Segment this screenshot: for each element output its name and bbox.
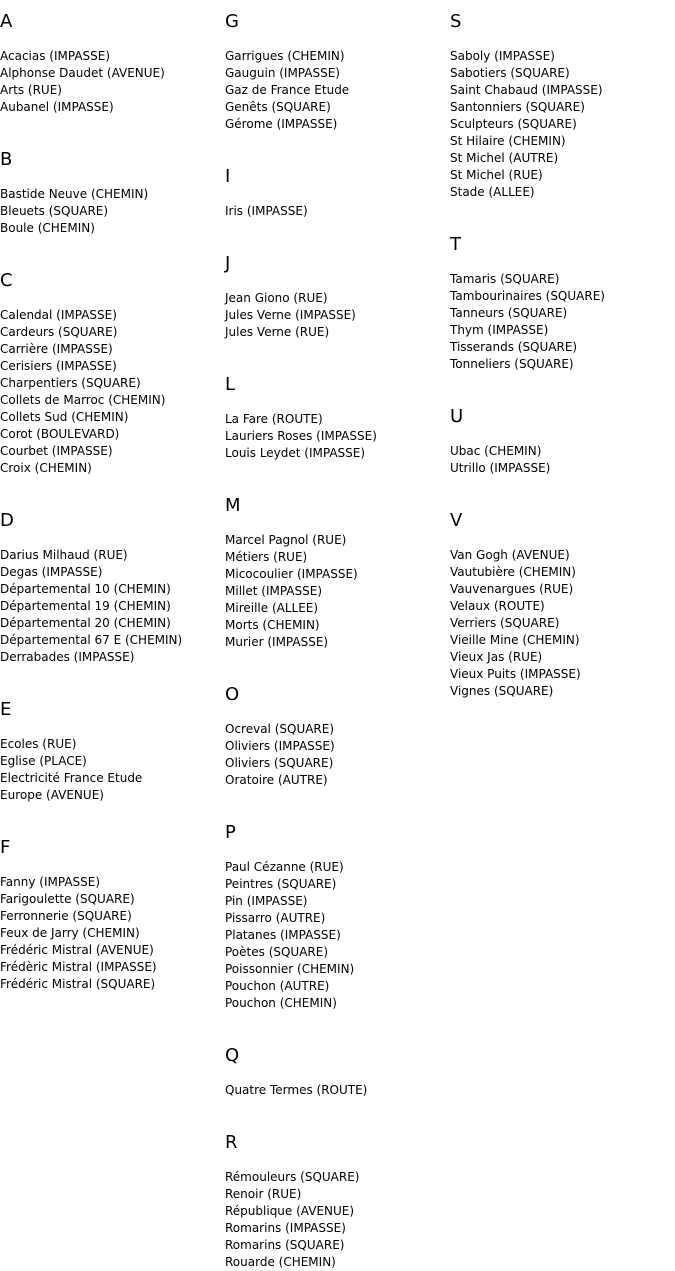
street-list bbox=[0, 736, 220, 804]
street-item[interactable]: Fanny (IMPASSE) bbox=[0, 875, 101, 889]
letter-heading: M bbox=[225, 495, 241, 516]
street-item[interactable]: Tanneurs (SQUARE) bbox=[450, 306, 568, 320]
letter-group-p bbox=[225, 823, 445, 1046]
group-spacer bbox=[0, 237, 220, 271]
street-item[interactable]: Poissonnier (CHEMIN) bbox=[225, 962, 355, 976]
street-item[interactable]: Boule (CHEMIN) bbox=[0, 221, 95, 235]
letter-heading: D bbox=[0, 510, 14, 531]
street-item[interactable]: Ubac (CHEMIN) bbox=[450, 444, 542, 458]
street-item[interactable]: Sculpteurs (SQUARE) bbox=[450, 117, 577, 131]
street-item[interactable]: Frédéric Mistral (SQUARE) bbox=[0, 977, 156, 991]
street-item[interactable]: Pin (IMPASSE) bbox=[225, 894, 308, 908]
street-item[interactable]: Vieux Puits (IMPASSE) bbox=[450, 667, 581, 681]
group-spacer bbox=[225, 462, 445, 496]
street-list bbox=[0, 48, 220, 116]
letter-group-c bbox=[0, 271, 220, 511]
street-item[interactable]: Van Gogh (AVENUE) bbox=[450, 548, 570, 562]
street-item[interactable]: Velaux (ROUTE) bbox=[450, 599, 545, 613]
street-item[interactable]: Départemental 10 (CHEMIN) bbox=[0, 582, 171, 596]
street-item[interactable]: Charpentiers (SQUARE) bbox=[0, 376, 141, 390]
street-item[interactable]: Renoir (RUE) bbox=[225, 1187, 302, 1201]
street-item[interactable]: Croix (CHEMIN) bbox=[0, 461, 92, 475]
letter-group-d bbox=[0, 511, 220, 700]
column-1 bbox=[0, 12, 220, 993]
group-spacer bbox=[225, 651, 445, 685]
street-item[interactable]: Cardeurs (SQUARE) bbox=[0, 325, 118, 339]
street-item[interactable]: Corot (BOULEVARD) bbox=[0, 427, 120, 441]
street-item[interactable]: Vieille Mine (CHEMIN) bbox=[450, 633, 580, 647]
letter-heading: F bbox=[0, 837, 11, 858]
letter-group-r bbox=[225, 1133, 445, 1271]
street-item[interactable]: République (AVENUE) bbox=[225, 1204, 355, 1218]
street-item[interactable]: Départemental 20 (CHEMIN) bbox=[0, 616, 171, 630]
letter-heading: S bbox=[450, 11, 462, 32]
street-item[interactable]: Vautubière (CHEMIN) bbox=[450, 565, 576, 579]
street-item[interactable]: Gérome (IMPASSE) bbox=[225, 117, 338, 131]
letter-heading: L bbox=[225, 374, 236, 395]
street-item[interactable]: Tisserands (SQUARE) bbox=[450, 340, 578, 354]
street-item[interactable]: Peintres (SQUARE) bbox=[225, 877, 337, 891]
letter-group-a bbox=[0, 12, 220, 150]
letter-heading: U bbox=[450, 406, 464, 427]
street-item[interactable]: Mireille (ALLEE) bbox=[225, 601, 319, 615]
letter-group-t bbox=[450, 235, 670, 407]
letter-heading: C bbox=[0, 270, 13, 291]
street-item[interactable]: Verriers (SQUARE) bbox=[450, 616, 560, 630]
street-item[interactable]: Gaz de France Etude bbox=[225, 83, 350, 97]
street-item[interactable]: Frédéric Mistral (AVENUE) bbox=[0, 943, 154, 957]
street-item[interactable]: Thym (IMPASSE) bbox=[450, 323, 549, 337]
street-item[interactable]: Rémouleurs (SQUARE) bbox=[225, 1170, 360, 1184]
street-list bbox=[225, 721, 445, 789]
street-item[interactable]: Oliviers (SQUARE) bbox=[225, 756, 334, 770]
street-list bbox=[225, 411, 445, 462]
letter-group-m bbox=[225, 496, 445, 685]
street-list bbox=[225, 1169, 445, 1271]
letter-group-v bbox=[450, 511, 670, 700]
street-list bbox=[0, 547, 220, 666]
letter-heading: R bbox=[225, 1132, 238, 1153]
street-item[interactable]: Genêts (SQUARE) bbox=[225, 100, 331, 114]
street-item[interactable]: Santonniers (SQUARE) bbox=[450, 100, 585, 114]
street-list bbox=[450, 443, 670, 477]
group-spacer bbox=[450, 477, 670, 511]
street-item[interactable]: Cerisiers (IMPASSE) bbox=[0, 359, 117, 373]
letter-group-j bbox=[225, 254, 445, 375]
group-spacer bbox=[0, 804, 220, 838]
street-item[interactable]: Louis Leydet (IMPASSE) bbox=[225, 446, 366, 460]
street-item[interactable]: Stade (ALLEE) bbox=[450, 185, 535, 199]
street-list bbox=[450, 271, 670, 373]
letter-heading: V bbox=[450, 510, 463, 531]
letter-heading: G bbox=[225, 11, 239, 32]
street-item[interactable]: Vauvenargues (RUE) bbox=[450, 582, 574, 596]
street-list bbox=[0, 186, 220, 237]
letter-group-f bbox=[0, 838, 220, 993]
street-item[interactable]: Pissarro (AUTRE) bbox=[225, 911, 326, 925]
street-item[interactable]: Europe (AVENUE) bbox=[0, 788, 104, 802]
letter-group-i bbox=[225, 167, 445, 254]
street-item[interactable]: St Hilaire (CHEMIN) bbox=[450, 134, 566, 148]
street-item[interactable]: Eglise (PLACE) bbox=[0, 754, 87, 768]
street-list bbox=[0, 307, 220, 477]
street-item[interactable]: Morts (CHEMIN) bbox=[225, 618, 320, 632]
group-spacer bbox=[0, 666, 220, 700]
street-item[interactable]: Calendal (IMPASSE) bbox=[0, 308, 117, 322]
street-item[interactable]: St Michel (RUE) bbox=[450, 168, 543, 182]
street-item[interactable]: Départemental 67 E (CHEMIN) bbox=[0, 633, 183, 647]
group-spacer bbox=[0, 116, 220, 150]
street-item[interactable]: Collets Sud (CHEMIN) bbox=[0, 410, 129, 424]
street-item[interactable]: Pouchon (CHEMIN) bbox=[225, 996, 337, 1010]
street-list bbox=[0, 874, 220, 993]
street-item[interactable]: Ecoles (RUE) bbox=[0, 737, 77, 751]
street-item[interactable]: Bleuets (SQUARE) bbox=[0, 204, 109, 218]
street-item[interactable]: Saboly (IMPASSE) bbox=[450, 49, 555, 63]
letter-heading: Q bbox=[225, 1045, 240, 1066]
letter-heading: E bbox=[0, 699, 12, 720]
street-item[interactable]: Poètes (SQUARE) bbox=[225, 945, 329, 959]
street-item[interactable]: Paul Cézanne (RUE) bbox=[225, 860, 344, 874]
street-item[interactable]: Saint Chabaud (IMPASSE) bbox=[450, 83, 603, 97]
street-item[interactable]: Frédèric Mistral (IMPASSE) bbox=[0, 960, 157, 974]
street-item[interactable]: Pouchon (AUTRE) bbox=[225, 979, 330, 993]
street-item[interactable]: Métiers (RUE) bbox=[225, 550, 308, 564]
letter-group-q bbox=[225, 1046, 445, 1133]
street-item[interactable]: La Fare (ROUTE) bbox=[225, 412, 323, 426]
street-item[interactable]: Sabotiers (SQUARE) bbox=[450, 66, 570, 80]
letter-heading: A bbox=[0, 11, 13, 32]
street-item[interactable]: Platanes (IMPASSE) bbox=[225, 928, 341, 942]
street-item[interactable]: Garrigues (CHEMIN) bbox=[225, 49, 345, 63]
street-item[interactable]: Romarins (SQUARE) bbox=[225, 1238, 345, 1252]
group-spacer bbox=[225, 133, 445, 167]
street-list bbox=[450, 547, 670, 700]
street-item[interactable]: Arts (RUE) bbox=[0, 83, 62, 97]
street-item[interactable]: Tonneliers (SQUARE) bbox=[450, 357, 574, 371]
street-list bbox=[225, 290, 445, 341]
street-item[interactable]: Courbet (IMPASSE) bbox=[0, 444, 113, 458]
letter-heading: O bbox=[225, 684, 240, 705]
street-item[interactable]: Romarins (IMPASSE) bbox=[225, 1221, 346, 1235]
street-item[interactable]: Utrillo (IMPASSE) bbox=[450, 461, 551, 475]
group-spacer bbox=[225, 1099, 445, 1133]
letter-heading: T bbox=[450, 234, 461, 255]
group-spacer bbox=[225, 789, 445, 823]
letter-group-b bbox=[0, 150, 220, 271]
street-item[interactable]: Ferronnerie (SQUARE) bbox=[0, 909, 132, 923]
street-item[interactable]: Micocoulier (IMPASSE) bbox=[225, 567, 358, 581]
letter-heading: J bbox=[225, 253, 231, 274]
street-item[interactable]: Carrière (IMPASSE) bbox=[0, 342, 113, 356]
letter-group-u bbox=[450, 407, 670, 511]
group-spacer bbox=[450, 201, 670, 235]
letter-heading: I bbox=[225, 166, 231, 187]
street-item[interactable]: Gauguin (IMPASSE) bbox=[225, 66, 340, 80]
street-item[interactable]: Lauriers Roses (IMPASSE) bbox=[225, 429, 377, 443]
street-list bbox=[225, 859, 445, 1012]
street-list bbox=[225, 1082, 445, 1099]
column-3 bbox=[450, 12, 670, 700]
street-item[interactable]: Vieux Jas (RUE) bbox=[450, 650, 543, 664]
street-list bbox=[225, 48, 445, 133]
letter-group-l bbox=[225, 375, 445, 496]
street-item[interactable]: Alphonse Daudet (AVENUE) bbox=[0, 66, 165, 80]
street-item[interactable]: Degas (IMPASSE) bbox=[0, 565, 103, 579]
letter-group-s bbox=[450, 12, 670, 235]
street-item[interactable]: Millet (IMPASSE) bbox=[225, 584, 323, 598]
group-spacer bbox=[225, 1012, 445, 1046]
street-item[interactable]: Départemental 19 (CHEMIN) bbox=[0, 599, 171, 613]
street-item[interactable]: Jules Verne (RUE) bbox=[225, 325, 330, 339]
column-2 bbox=[225, 12, 445, 1271]
street-list bbox=[225, 203, 445, 220]
street-item[interactable]: Marcel Pagnol (RUE) bbox=[225, 533, 347, 547]
street-item[interactable]: Darius Milhaud (RUE) bbox=[0, 548, 128, 562]
street-item[interactable]: Tambourinaires (SQUARE) bbox=[450, 289, 605, 303]
street-item[interactable]: St Michel (AUTRE) bbox=[450, 151, 559, 165]
letter-heading: B bbox=[0, 149, 13, 170]
street-item[interactable]: Electricité France Etude bbox=[0, 771, 143, 785]
street-list bbox=[225, 532, 445, 651]
letter-heading: P bbox=[225, 822, 236, 843]
street-item[interactable]: Aubanel (IMPASSE) bbox=[0, 100, 114, 114]
street-item[interactable]: Ocreval (SQUARE) bbox=[225, 722, 335, 736]
street-item[interactable]: Murier (IMPASSE) bbox=[225, 635, 329, 649]
group-spacer bbox=[0, 477, 220, 511]
group-spacer bbox=[225, 341, 445, 375]
street-item[interactable]: Jules Verne (IMPASSE) bbox=[225, 308, 356, 322]
street-item[interactable]: Bastide Neuve (CHEMIN) bbox=[0, 187, 149, 201]
street-item[interactable]: Quatre Termes (ROUTE) bbox=[225, 1083, 368, 1097]
street-item[interactable]: Rouarde (CHEMIN) bbox=[225, 1255, 336, 1269]
street-item[interactable]: Oratoire (AUTRE) bbox=[225, 773, 328, 787]
group-spacer bbox=[450, 373, 670, 407]
group-spacer bbox=[225, 220, 445, 254]
street-item[interactable]: Acacias (IMPASSE) bbox=[0, 49, 111, 63]
street-item[interactable]: Feux de Jarry (CHEMIN) bbox=[0, 926, 140, 940]
letter-group-g bbox=[225, 12, 445, 167]
letter-group-e bbox=[0, 700, 220, 838]
street-item[interactable]: Iris (IMPASSE) bbox=[225, 204, 308, 218]
street-item[interactable]: Tamaris (SQUARE) bbox=[450, 272, 560, 286]
letter-group-o bbox=[225, 685, 445, 823]
street-item[interactable]: Jean Giono (RUE) bbox=[225, 291, 328, 305]
street-item[interactable]: Farigoulette (SQUARE) bbox=[0, 892, 135, 906]
street-item[interactable]: Vignes (SQUARE) bbox=[450, 684, 554, 698]
street-list bbox=[450, 48, 670, 201]
street-item[interactable]: Oliviers (IMPASSE) bbox=[225, 739, 335, 753]
street-item[interactable]: Collets de Marroc (CHEMIN) bbox=[0, 393, 166, 407]
street-item[interactable]: Derrabades (IMPASSE) bbox=[0, 650, 135, 664]
